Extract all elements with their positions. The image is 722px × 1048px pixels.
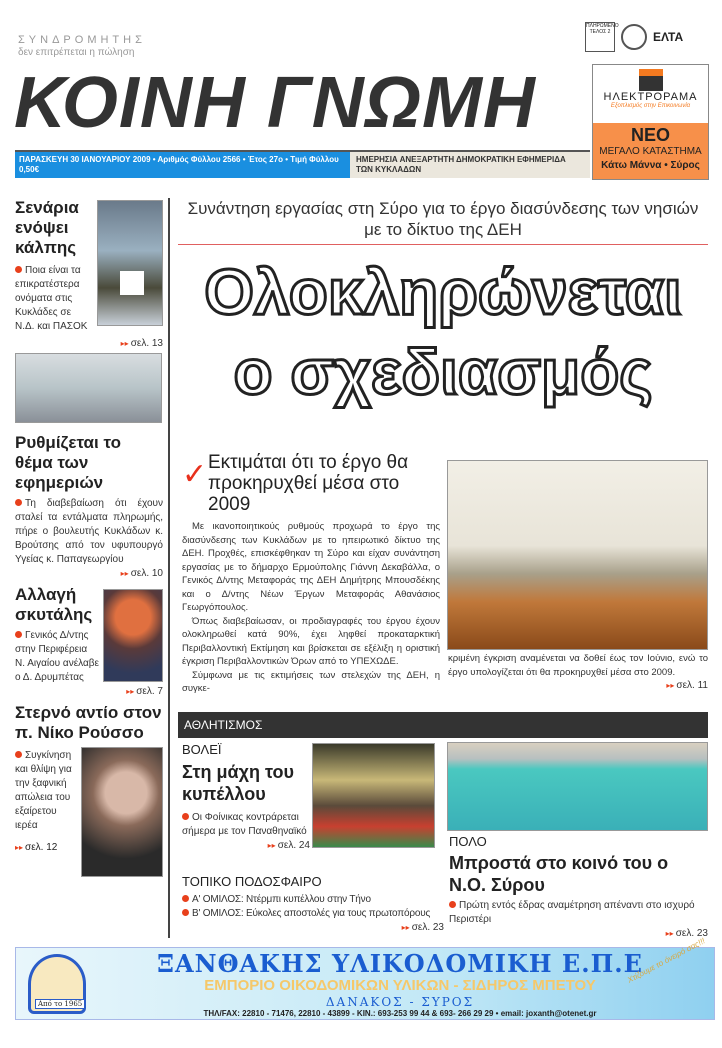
hospital-photo [15, 353, 162, 423]
bullet-icon [449, 901, 456, 908]
bullet-icon [15, 266, 22, 273]
ad-new: ΝΕΟ [630, 125, 670, 145]
left-column [15, 198, 163, 877]
lead-subhead: ✓ Εκτιμάται ότι το έργο θα προκηρυχθεί μέσα στο 2009 [182, 452, 409, 515]
section-label: ΠΟΛΟ [449, 834, 487, 849]
article-title: Ρυθμίζεται το θέμα των εφημεριών [15, 433, 121, 492]
page-ref[interactable]: ▸▸ σελ. 24 [267, 840, 310, 851]
lead-continuation [448, 652, 708, 693]
article-volley[interactable]: ΒΟΛΕΪ Στη μάχη του κυπέλλου Οι Φοίνικας κοντράρεται σήμερα με τον Παναθηναϊκό ▸▸ σελ. 24 [182, 742, 310, 851]
brand-logo-icon [639, 69, 663, 91]
page-ref[interactable]: ▸▸ σελ. 10 [120, 568, 163, 579]
section-label: ΒΟΛΕΪ [182, 742, 222, 757]
article-title: Σενάρια ενόψει κάλπης [15, 198, 79, 257]
ad-store: ΜΕΓΑΛΟ ΚΑΤΑΣΤΗΜΑ [599, 146, 702, 157]
ad-contact: ΤΗΛ/FAX: 22810 - 71476, 22810 - 43899 - ΚΙΝ.: 693-253 99 44 & 693- 266 29 29 • email: joxanth@otenet.gr [203, 1009, 597, 1018]
ad-slogan: Εξοπλισμός στην Επικοινωνία [610, 103, 691, 109]
dateline: ΠΑΡΑΣΚΕΥΗ 30 ΙΑΝΟΥΑΡΙΟΥ 2009 • Αριθμός Φύλλου 2566 • Έτος 27ο • Τιμή Φύλλου 0,50€ [15, 152, 350, 178]
elta-logo: ΕΛΤΑ [653, 30, 684, 44]
bullet-icon [15, 499, 22, 506]
article-text: Γενικός Δ/ντης στην Περιφέρεια Ν. Αιγαίου ανέλαβε ο Δ. Δρυμπέτας [15, 630, 100, 683]
page-ref[interactable]: ▸▸ σελ. 7 [126, 686, 163, 697]
column-divider [168, 198, 170, 938]
ad-location: ΔΑΝΑΚΟΣ - ΣΥΡΟΣ [325, 995, 475, 1009]
lead-headline-2[interactable]: ο σχεδιασμός [233, 336, 653, 408]
ad-brand: ΗΛΕΚΤΡΟΡΑΜΑ [603, 91, 698, 103]
water-polo-photo [447, 742, 708, 831]
ballot-photo [97, 200, 163, 326]
article-title: Μπροστά στο κοινό του ο Ν.Ο. Σύρου [449, 853, 669, 895]
article-elections[interactable] [15, 198, 163, 351]
postage-paid-icon: ΠΛΗΡΩΜΕΝΟ ΤΕΛΟΣ 2 [585, 22, 615, 52]
no-sale-label: δεν επιτρέπεται η πώληση [18, 47, 135, 58]
bullet-icon [15, 631, 22, 638]
article-text: Τη διαβεβαίωση ότι έχουν σταλεί τα εντάλματα πληρωμής, πήρε ο βουλευτής Κυκλάδων κ. Βρούτσης από τον υφυπουργό Υγείας κ. Παπαγεωργίου [15, 498, 163, 565]
article-farewell[interactable] [15, 703, 163, 855]
page-ref[interactable]: ▸▸ σελ. 12 [15, 842, 58, 853]
section-label: ΤΟΠΙΚΟ ΠΟΔΟΣΦΑΙΡΟ [182, 874, 322, 889]
article-handover[interactable] [15, 585, 163, 699]
lead-column [182, 452, 440, 696]
article-shifts[interactable] [15, 433, 163, 581]
ad-location: Κάτω Μάννα • Σύρος [601, 160, 700, 171]
article-text: Συγκίνηση και θλίψη για την ξαφνική απώλεια του εξαίρετου ιερέα [15, 750, 72, 831]
subscriber-label: ΣΥΝΔΡΟΜΗΤΗΣ [18, 34, 146, 46]
postage-icons [585, 22, 683, 52]
bullet-icon [182, 813, 189, 820]
ad-slogan: Χτίζουμε το όνειρό σας!!! [626, 936, 708, 985]
page-ref[interactable]: ▸▸ σελ. 13 [120, 338, 163, 349]
article-title: Στερνό αντίο στον π. Νίκο Ρούσσο [15, 703, 162, 742]
checkmark-icon: ✓ [182, 458, 208, 491]
article-football[interactable]: ΤΟΠΙΚΟ ΠΟΔΟΣΦΑΙΡΟ Α' ΟΜΙΛΟΣ: Ντέρμπι κυπέλλου στην Τήνο Β' ΟΜΙΛΟΣ: Εύκολες αποστολές για τους πρωτοπόρους ▸▸ σελ. 23 [182, 874, 444, 933]
portrait-photo [103, 589, 163, 682]
masthead-title: ΚΟΙΝΗ ΓΝΩΜΗ [14, 63, 536, 143]
article-text: Ποια είναι τα επικρατέστερα ονόματα στις Κυκλάδες σε Ν.Δ. και ΠΑΣΟΚ [15, 265, 88, 332]
article-title: Αλλαγή σκυτάλης [15, 585, 93, 624]
footer-ad[interactable] [15, 936, 715, 1020]
bullet-icon [182, 895, 189, 902]
bullet-icon [182, 909, 189, 916]
page-ref[interactable]: ▸▸ σελ. 23 [665, 928, 708, 939]
seal-icon [621, 24, 647, 50]
ad-company: ΞΑΝΘΑΚΗΣ ΥΛΙΚΟΔΟΜΙΚΗ Ε.Π.Ε [157, 949, 643, 978]
sports-section-bar: ΑΘΛΗΤΙΣΜΟΣ [178, 712, 708, 738]
page-ref[interactable]: ▸▸ σελ. 23 [401, 922, 444, 933]
house-logo-icon: Από το 1965 [28, 954, 86, 1014]
priest-photo [81, 747, 163, 877]
article-title: Στη μάχη του κυπέλλου [182, 762, 294, 804]
lead-headline-1[interactable]: Ολοκληρώνεται [204, 256, 682, 328]
page-ref[interactable]: ▸▸ σελ. 11 [666, 680, 708, 691]
power-lines-photo [447, 460, 708, 650]
lead-kicker: Συνάντηση εργασίας στη Σύρο για το έργο διασύνδεσης των νησιών με το δίκτυο της ΔΕΗ [178, 198, 708, 245]
top-ad[interactable] [592, 64, 709, 180]
bullet-icon [15, 751, 22, 758]
lead-body: Με ικανοποιητικούς ρυθμούς προχωρά το έργο της διασύνδεσης των Κυκλάδων με το ηπειρωτικό δίκτυο της ΔΕΗ. Προχθές, επισκέφθηκαν τη Σύρο και είχαν συνάντηση εργασίας με το δήμαρχο Ερμούπολης Γιάννη Δεκαβάλλα, ο Γενικός Δ/ντης Μεταφοράς της ΔΕΗ Δημήτρης Μπουσδέκης και ο Δ/ντης Νέων Έργων Μεταφοράς Αθανάσιος Γεωργόπουλος. Όπως διαβεβαίωσαν, οι προδιαγραφές του έργου έχουν ολοκληρωθεί κατά 90%, έχει ληφθεί προκαταρκτική Περιβαλλοντική Εκτίμηση και βρίσκεται σε εξέλιξη η οριστική έγκριση Περιβαλλοντικών Όρων από το ΥΠΕΧΩΔΕ. Σύμφωνα με τις εκτιμήσεις των στελεχών της ΔΕΗ, η συγκε- [182, 521, 440, 694]
volleyball-photo [312, 743, 435, 848]
tagline: ΗΜΕΡΗΣΙΑ ΑΝΕΞΑΡΤΗΤΗ ΔΗΜΟΚΡΑΤΙΚΗ ΕΦΗΜΕΡΙΔΑ ΤΩΝ ΚΥΚΛΑΔΩΝ [350, 152, 590, 178]
lead-body-cont: κριμένη έγκριση αναμένεται να δοθεί έως τον Ιούνιο, ενώ το έργο υπολογίζεται ότι θα προκηρυχθεί μέσα στο 2009. [448, 653, 708, 678]
dateline-bar [15, 150, 590, 178]
ad-products: ΕΜΠΟΡΙΟ ΟΙΚΟΔΟΜΙΚΩΝ ΥΛΙΚΩΝ - ΣΙΔΗΡΟΣ ΜΠΕΤΟΥ [204, 977, 596, 994]
article-polo[interactable]: ΠΟΛΟ Μπροστά στο κοινό του ο Ν.Ο. Σύρου Πρώτη εντός έδρας αναμέτρηση απέναντι στο ισχυρό Περιστέρι ▸▸ σελ. 23 [449, 834, 708, 939]
